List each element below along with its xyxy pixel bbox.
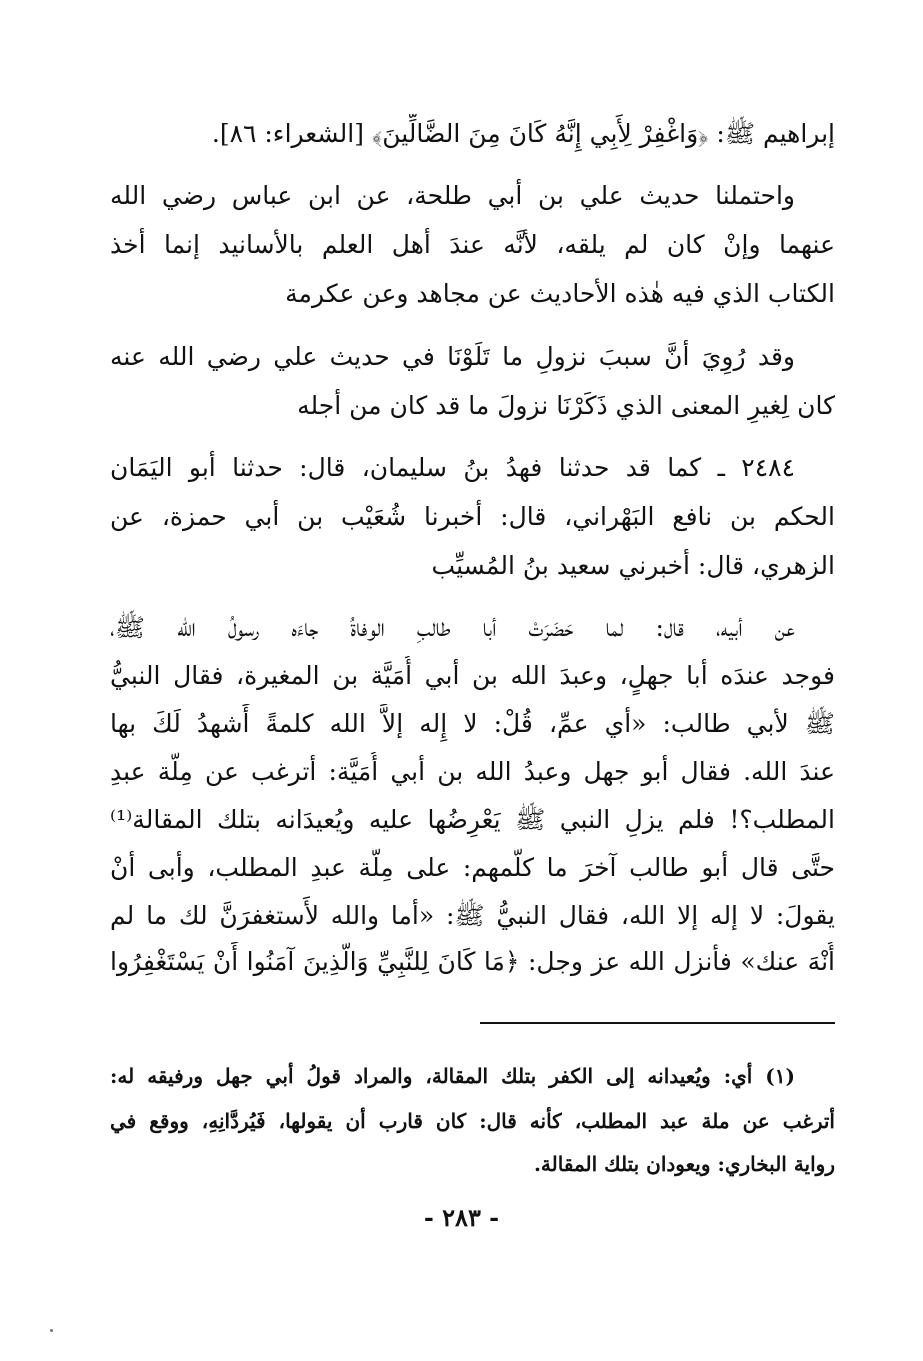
footnote-line-2: أترغب عن ملة عبد المطلب، كأنه قال: كان قارب أن يقولها، فَيُردَّانِهِ، ووقع في bbox=[110, 1109, 835, 1133]
text-line-5: وقد رُوِيَ أنَّ سببَ نزولِ ما تَلَوْنَا في حديث علي رضي الله عنه bbox=[110, 342, 795, 371]
book-page bbox=[110, 0, 835, 1361]
text-line-6: كان لِغيرِ المعنى الذي ذَكَرْنَا نزولَ ما قد كان من أجله bbox=[297, 391, 835, 420]
text-line-17: أُنْهَ عنك» فأنزل الله عز وجل: ﴿مَا كَانَ لِلنَّبِيِّ وَالَّذِينَ آمَنُوا أَنْ يَسْتَغْفِرُوا bbox=[110, 947, 835, 976]
text-line-16: يقولَ: لا إله إلا الله، فقال النبيُّ ﷺ: «أما والله لأَستغفرَنَّ لك ما لم bbox=[110, 901, 835, 930]
scan-speck bbox=[50, 1329, 53, 1332]
text-line-9: الزهري، قال: أخبرني سعيد بنُ المُسيِّب bbox=[431, 551, 835, 580]
text-line-1: إبراهيم ﷺ: ﴿وَاغْفِرْ لِأَبِي إِنَّهُ كَانَ مِنَ الضَّالِّينَ﴾ [الشعراء: ٨٦]. bbox=[211, 119, 835, 148]
text-line-4: الكتاب الذي فيه هٰذه الأحاديث عن مجاهد وعن عكرمة bbox=[285, 279, 835, 308]
footnote-separator bbox=[480, 1022, 835, 1024]
text-line-15: حتَّى قال أبو طالب آخرَ ما كلَّمهم: على مِلَّة عبدِ المطلب، وأبى أنْ bbox=[110, 853, 835, 882]
text-line-12: ﷺ لأبي طالب: «أي عمِّ، قُلْ: لا إِله إلاَّ الله كلمةً أَشهدُ لَكَ بها bbox=[110, 709, 835, 738]
text-line-8: الحكم بن نافع البَهْراني، قال: أخبرنا شُعَيْب بن أبي حمزة، عن bbox=[110, 502, 835, 531]
hadith-number-line: ٢٤٨٤ ـ كما قد حدثنا فهدُ بنُ سليمان، قال: حدثنا أبو اليَمَان bbox=[110, 453, 795, 482]
text-line-10: عن أبيه، قال: لما حَضَرَتْ أبا طالبِ الوفاةُ جاءَه رسولُ الله ﷺ، bbox=[110, 613, 796, 642]
footnote-line-1: (١) أي: ويُعيدانه إلى الكفر بتلك المقالة، والمراد قولُ أبي جهل ورفيقه له: bbox=[110, 1064, 795, 1088]
page-number: - ٢٨٣ - bbox=[423, 1203, 500, 1232]
text-line-3: عنهما وإنْ كان لم يلقه، لأنَّه عندَ أهل العلم بالأسانيد إنما أخذ bbox=[110, 230, 835, 259]
text-line-2: واحتملنا حديث علي بن أبي طلحة، عن ابن عباس رضي الله bbox=[110, 181, 795, 210]
footnote-line-3: رواية البخاري: ويعودان بتلك المقالة. bbox=[533, 1152, 835, 1176]
text-line-13: عندَ الله. فقال أبو جهل وعبدُ الله بن أبي أُمَيَّة: أترغب عن مِلَّة عبدِ bbox=[110, 757, 835, 786]
text-line-11: فوجد عندَه أبا جهلٍ، وعبدَ الله بن أبي أُمَيَّة بن المغيرة، فقال النبيُّ bbox=[110, 661, 835, 690]
text-line-14: المطلب؟! فلم يزلِ النبي ﷺ يَعْرِضُها عليه ويُعيدَانه بتلك المقالة⁽¹⁾ bbox=[110, 805, 835, 834]
